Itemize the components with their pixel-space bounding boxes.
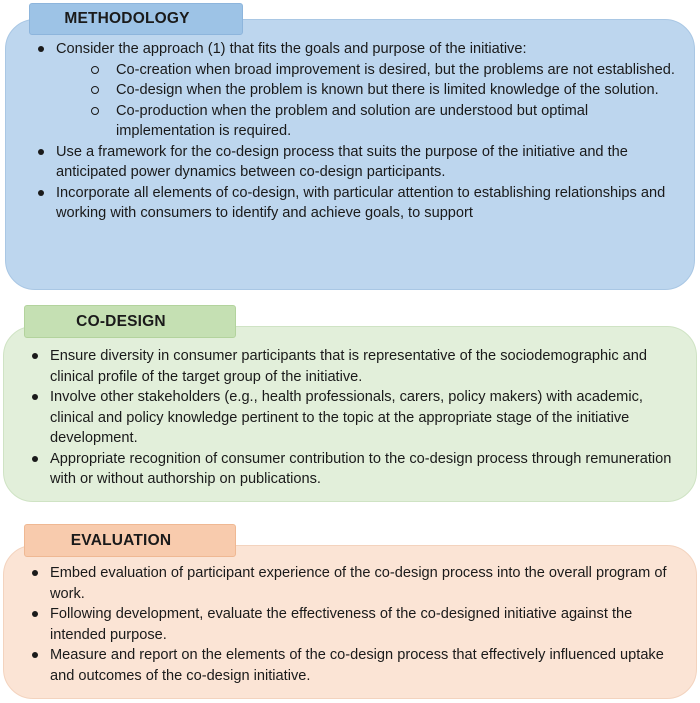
- methodology-item-text: Consider the approach (1) that fits the goals and purpose of the initiative:: [56, 41, 527, 57]
- methodology-item: [34, 39, 684, 142]
- codesign-item: Involve other stakeholders (e.g., health professionals, carers, policy makers) with academic, clinical and policy knowledge pertinent to the topic at the appropriate stage of the initiative development.: [28, 387, 688, 449]
- methodology-title: METHODOLOGY: [29, 3, 243, 35]
- methodology-subitem: Co-design when the problem is known but there is limited knowledge of the solution.: [86, 80, 684, 101]
- evaluation-item: Measure and report on the elements of the co-design process that effectively influenced uptake and outcomes of the co-design initiative.: [28, 645, 688, 686]
- evaluation-title: EVALUATION: [24, 524, 236, 557]
- methodology-item: Incorporate all elements of co-design, with particular attention to establishing relationships and working with consumers to identify and achieve goals, to support: [34, 183, 684, 224]
- evaluation-item: Embed evaluation of participant experience of the co-design process into the overall program of work.: [28, 563, 688, 604]
- evaluation-item: Following development, evaluate the effectiveness of the co-designed initiative against the intended purpose.: [28, 604, 688, 645]
- methodology-sublist: [56, 60, 684, 142]
- methodology-item: Use a framework for the co-design process that suits the purpose of the initiative and the anticipated power dynamics between co-design participants.: [34, 142, 684, 183]
- methodology-subitem: Co-creation when broad improvement is desired, but the problems are not established.: [86, 60, 684, 81]
- methodology-list: [34, 39, 684, 224]
- evaluation-list: [28, 563, 688, 686]
- codesign-title: CO-DESIGN: [24, 305, 236, 338]
- codesign-item: Ensure diversity in consumer participants that is representative of the sociodemographic and clinical profile of the target group of the initiative.: [28, 346, 688, 387]
- codesign-list: [28, 346, 688, 490]
- codesign-item: Appropriate recognition of consumer contribution to the co-design process through remuneration with or without authorship on publications.: [28, 449, 688, 490]
- methodology-subitem: Co-production when the problem and solution are understood but optimal implementation is required.: [86, 101, 684, 142]
